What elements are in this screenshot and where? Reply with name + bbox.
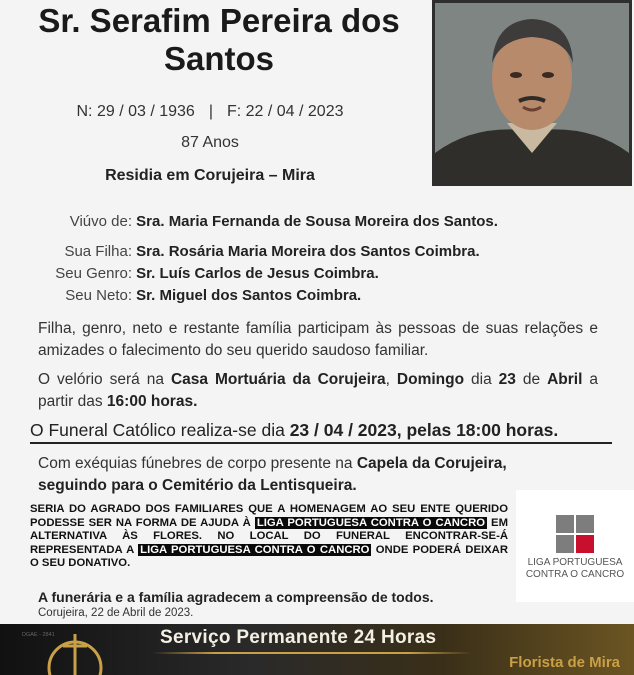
relative-value: Sra. Maria Fernanda de Sousa Moreira dos Santos. bbox=[136, 213, 498, 230]
place-date: Corujeira, 22 de Abril de 2023. bbox=[38, 607, 194, 619]
lpcc-logo-panel bbox=[516, 490, 634, 602]
wake-day: Domingo bbox=[396, 371, 465, 388]
age: 87 Anos bbox=[181, 134, 239, 151]
relative-label: Sua Filha: bbox=[64, 243, 132, 260]
date-separator: | bbox=[208, 103, 213, 120]
donation-notice bbox=[30, 503, 508, 571]
gold-divider bbox=[152, 652, 472, 654]
deceased-name: Sr. Serafim Pereira dos Santos bbox=[38, 2, 400, 77]
funeral-info bbox=[30, 420, 612, 444]
notice-text: SERIA DO AGRADO DOS FAMILIARES QUE A HOMENAGEM AO SEU ENTE QUERIDO PODESSE SER NA FORMA DE AJUDA À bbox=[30, 503, 508, 529]
chapel-name: Capela da Corujeira, bbox=[356, 455, 507, 472]
service-banner: Serviço Permanente 24 Horas bbox=[160, 627, 437, 648]
funeral-date-time: 23 / 04 / 2023, pelas 18:00 horas. bbox=[289, 420, 559, 440]
lpcc-name-line2: CONTRA O CANCRO bbox=[525, 569, 625, 580]
relative-row-spouse bbox=[20, 211, 498, 233]
wake-text: O velório será na bbox=[38, 371, 171, 388]
announcement-text: Filha, genro, neto e restante família participam às pessoas de suas relações e amizades o falecimento do seu querido saudoso familiar. bbox=[38, 320, 598, 359]
thanks-text: A funerária e a família agradecem a compreensão de todos. bbox=[38, 589, 434, 605]
florist-name: Florista de Mira bbox=[509, 654, 620, 671]
relative-value: Sr. Miguel dos Santos Coimbra. bbox=[136, 287, 362, 304]
wake-text: a partir das bbox=[38, 371, 598, 410]
wake-info bbox=[38, 369, 598, 413]
relative-row-daughter bbox=[20, 241, 498, 263]
relative-label: Seu Neto: bbox=[65, 287, 132, 304]
funeral-text: O Funeral Católico realiza-se dia bbox=[30, 420, 290, 440]
relative-row-grandson bbox=[20, 285, 498, 307]
wake-date: 23 bbox=[498, 371, 516, 388]
relative-value: Sr. Luís Carlos de Jesus Coimbra. bbox=[136, 265, 379, 282]
notice-highlight: LIGA PORTUGUESA CONTRA O CANCRO bbox=[256, 516, 486, 529]
death-date: F: 22 / 04 / 2023 bbox=[226, 103, 344, 120]
portrait-illustration bbox=[435, 3, 629, 183]
birth-date: N: 29 / 03 / 1936 bbox=[76, 103, 195, 120]
wake-place: Casa Mortuária da Corujeira bbox=[170, 371, 386, 388]
wake-text: , bbox=[385, 371, 397, 388]
wake-month: Abril bbox=[547, 371, 583, 388]
notice-text: EM ALTERNATIVA ÀS FLORES. NO LOCAL DO FUNERAL ENCONTRAR-SE-Á REPRESENTADA A bbox=[30, 516, 508, 556]
residence: Residia em Corujeira – Mira bbox=[105, 167, 315, 184]
lpcc-name-line1: LIGA PORTUGUESA bbox=[527, 557, 623, 568]
wake-text: dia bbox=[464, 371, 499, 388]
exequies-text: Com exéquias fúnebres de corpo presente na bbox=[38, 455, 357, 472]
notice-text: ONDE PODERÁ DEIXAR O SEU DONATIVO. bbox=[30, 543, 508, 570]
wake-time: 16:00 horas. bbox=[106, 393, 198, 410]
wake-text: de bbox=[515, 371, 548, 388]
life-dates bbox=[30, 103, 390, 121]
exequies-info bbox=[38, 453, 598, 497]
lpcc-logo-icon bbox=[556, 515, 594, 553]
relative-row-son-in-law bbox=[20, 263, 498, 285]
relatives-list bbox=[20, 211, 498, 307]
relative-label: Seu Genro: bbox=[55, 265, 132, 282]
relative-label: Viúvo de: bbox=[69, 213, 132, 230]
footer-banner bbox=[0, 624, 634, 675]
portrait-photo bbox=[432, 0, 632, 186]
relative-value: Sra. Rosária Maria Moreira dos Santos Coimbra. bbox=[136, 243, 480, 260]
cemetery-name: seguindo para o Cemitério da Lentisqueira. bbox=[38, 477, 357, 494]
notice-highlight: LIGA PORTUGUESA CONTRA O CANCRO bbox=[140, 543, 370, 556]
dgae-code: DGAE - 2841 bbox=[22, 632, 55, 638]
